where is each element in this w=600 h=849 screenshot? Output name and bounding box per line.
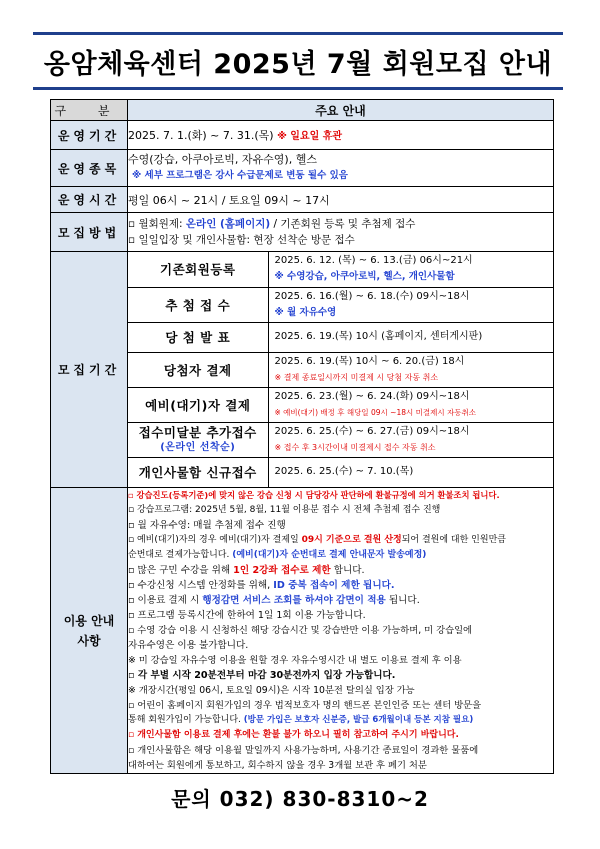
schedule-name: 당첨자 결제 <box>128 352 268 387</box>
method-label: 모집방법 <box>51 213 128 252</box>
schedule-note: ※ 예비(대기) 배정 후 해당일 09시 ~18시 미결제시 자동취소 <box>274 407 476 417</box>
schedule-name-cell <box>128 422 268 457</box>
period-content <box>128 121 554 150</box>
schedule-detail <box>268 322 553 352</box>
schedule-detail <box>268 252 553 287</box>
note-text: ▫ 이용료 결제 시 <box>128 595 203 606</box>
schedule-name: 추 첨 접 수 <box>128 287 268 322</box>
schedule-row <box>128 352 553 387</box>
schedule-name: 기존회원등록 <box>128 252 268 287</box>
schedule-detail <box>268 352 553 387</box>
header-category: 구 분 <box>51 100 128 121</box>
method-line1-post: / 기존회원 등록 및 추첨제 접수 <box>270 218 416 230</box>
note-item <box>128 578 553 593</box>
note-item: ▫ 각 부별 시작 20분전부터 마감 30분전까지 입장 가능합니다. <box>128 670 396 681</box>
method-line1-pre: ▫ 월회원제: <box>128 218 186 230</box>
note-highlight: 09시 기준으로 결원 산정 <box>301 535 402 545</box>
schedule-detail <box>268 422 553 457</box>
notes-label <box>51 488 128 774</box>
schedule-detail <box>268 387 553 422</box>
period-text: 2025. 7. 1.(화) ~ 7. 31.(목) <box>128 129 278 142</box>
title-bar <box>33 32 563 90</box>
note-highlight: (방문 가입은 보호자 신분증, 발급 6개월이내 등본 지참 필요) <box>243 715 474 725</box>
notes-label-line2: 사항 <box>77 633 101 648</box>
schedule-date: 2025. 6. 19.(목) 10시 (홈페이지, 센터게시판) <box>274 331 483 342</box>
note-item: ▫ 어린이 홈페이지 회원가입의 경우 법적보호자 명의 핸드폰 본인인증 또는 센터 방문을 <box>128 700 482 711</box>
schedule-table <box>128 252 553 487</box>
schedule-detail <box>268 287 553 322</box>
schedule-note: ※ 결제 종료일시까지 미결제 시 당첨 자동 취소 <box>274 372 439 382</box>
types-text: 수영(강습, 아쿠아로빅, 자유수영), 헬스 <box>128 153 317 166</box>
schedule-date: 2025. 6. 25.(수) ~ 7. 10.(목) <box>274 466 414 478</box>
page-title: 옹암체육센터 2025년 7월 회원모집 안내 <box>43 48 553 80</box>
schedule-cell <box>128 252 554 488</box>
note-item: ▫ 개인사물함 이용료 결제 후에는 환불 불가 하오니 필히 참고하여 주시기 바랍니다. <box>128 730 459 740</box>
note-item: ▫ 강습진도(등록기준)에 맞지 않은 강습 신청 시 담당강사 판단하에 환불규정에 의거 환불조치 됩니다. <box>128 490 500 500</box>
schedule-name: 예비(대기)자 결제 <box>128 387 268 422</box>
note-text: 순번대로 결제가능합니다. <box>128 550 233 560</box>
schedule-row <box>128 457 553 487</box>
note-item: ※ 개장시간(평일 06시, 토요일 09시)은 시작 10분전 탈의실 입장 가능 <box>128 685 415 696</box>
schedule-row <box>128 422 553 457</box>
note-item <box>128 713 553 728</box>
method-online-highlight: 온라인 (홈페이지) <box>185 218 271 230</box>
note-text: 됩니다. <box>385 595 420 606</box>
period-note: ※ 일요일 휴관 <box>277 131 343 142</box>
types-note: ※ 세부 프로그램은 강사 수급문제로 변동 될수 있음 <box>132 170 348 181</box>
hours-label: 운영시간 <box>51 187 128 213</box>
note-highlight: (예비(대기)자 순번대로 결제 안내문자 발송예정) <box>232 550 427 560</box>
hours-text: 평일 06시 ~ 21시 / 토요일 09시 ~ 17시 <box>128 187 554 213</box>
schedule-note: ※ 수영강습, 아쿠아로빅, 헬스, 개인사물함 <box>274 271 455 283</box>
schedule-date: 2025. 6. 19.(목) 10시 ~ 6. 20.(금) 18시 <box>274 355 465 367</box>
method-line1 <box>128 216 553 232</box>
note-item: ▫ 강습프로그램: 2025년 5월, 8월, 11월 이용분 접수 시 전체 추첨제 접수 진행 <box>128 505 441 515</box>
schedule-detail <box>268 457 553 487</box>
schedule-row <box>128 287 553 322</box>
note-highlight: ID 중복 접속이 제한 됩니다. <box>273 580 395 591</box>
note-highlight: 행정감면 서비스 조회를 하셔야 감면이 적용 <box>202 595 386 606</box>
note-item <box>128 533 553 548</box>
schedule-date: 2025. 6. 16.(월) ~ 6. 18.(수) 09시~18시 <box>274 290 470 302</box>
schedule-note: ※ 접수 후 3시간이내 미결제시 접수 자동 취소 <box>274 442 436 452</box>
note-text: ▫ 많은 구민 수강을 위해 <box>128 565 234 576</box>
schedule-date: 2025. 6. 25.(수) ~ 6. 27.(금) 09시~18시 <box>274 425 470 437</box>
note-item: ▫ 개인사물함은 해당 이용월 말일까지 사용가능하며, 사용기간 종료일이 경과한 물품에 <box>128 745 479 756</box>
schedule-note: ※ 월 자유수영 <box>274 306 337 318</box>
schedule-row <box>128 322 553 352</box>
note-highlight: 1인 2강좌 접수로 제한 <box>233 565 331 576</box>
note-item: 대하여는 회원에게 통보하고, 회수하지 않을 경우 3개월 보관 후 폐기 처분 <box>128 760 427 771</box>
schedule-label: 모집기간 <box>51 252 128 488</box>
note-item: ※ 미 강습일 자유수영 이용을 원할 경우 자유수영시간 내 별도 이용료 결제 후 이용 <box>128 655 462 666</box>
note-text: 통해 회원가입이 가능합니다. <box>128 715 244 725</box>
period-label: 운영기간 <box>51 121 128 150</box>
types-label: 운영종목 <box>51 150 128 187</box>
schedule-name: 접수미달분 추가접수 <box>138 424 257 440</box>
note-item: ▫ 프로그램 등록시간에 한하여 1일 1회 이용 가능합니다. <box>128 610 366 621</box>
note-text: 합니다. <box>330 565 365 576</box>
notes-label-line1: 이용 안내 <box>63 613 115 628</box>
info-table <box>50 99 554 774</box>
schedule-date: 2025. 6. 23.(월) ~ 6. 24.(화) 09시~18시 <box>274 390 470 402</box>
schedule-date: 2025. 6. 12. (목) ~ 6. 13.(금) 06시~21시 <box>274 255 473 267</box>
note-item <box>128 563 553 578</box>
note-item <box>128 548 553 563</box>
header-main-info: 주요 안내 <box>128 100 554 121</box>
method-line2: ▫ 일일입장 및 개인사물함: 현장 선착순 방문 접수 <box>128 234 355 246</box>
schedule-row <box>128 387 553 422</box>
note-item: ▫ 수영 강습 이용 시 신청하신 해당 강습시간 및 강습반만 이용 가능하며, 미 강습일에 <box>128 625 473 636</box>
contact-footer: 문의 032) 830-8310~2 <box>171 787 429 811</box>
note-item <box>128 593 553 608</box>
notes-content <box>128 488 554 774</box>
note-item: ▫ 월 자유수영: 매월 추첨제 접수 진행 <box>128 520 286 531</box>
types-content <box>128 150 554 187</box>
note-text: ▫ 예비(대기)자의 경우 예비(대기)자 결제일 <box>128 535 302 545</box>
method-content <box>128 213 554 252</box>
note-item: 자유수영은 이용 불가합니다. <box>128 640 249 651</box>
schedule-sub: (온라인 선착순) <box>160 441 236 453</box>
schedule-name: 개인사물함 신규접수 <box>128 457 268 487</box>
note-text: 되어 결원에 대한 인원만큼 <box>401 535 506 545</box>
schedule-name: 당 첨 발 표 <box>128 322 268 352</box>
note-text: ▫ 수강신청 시스템 안정화를 위해, <box>128 580 274 591</box>
schedule-row <box>128 252 553 287</box>
